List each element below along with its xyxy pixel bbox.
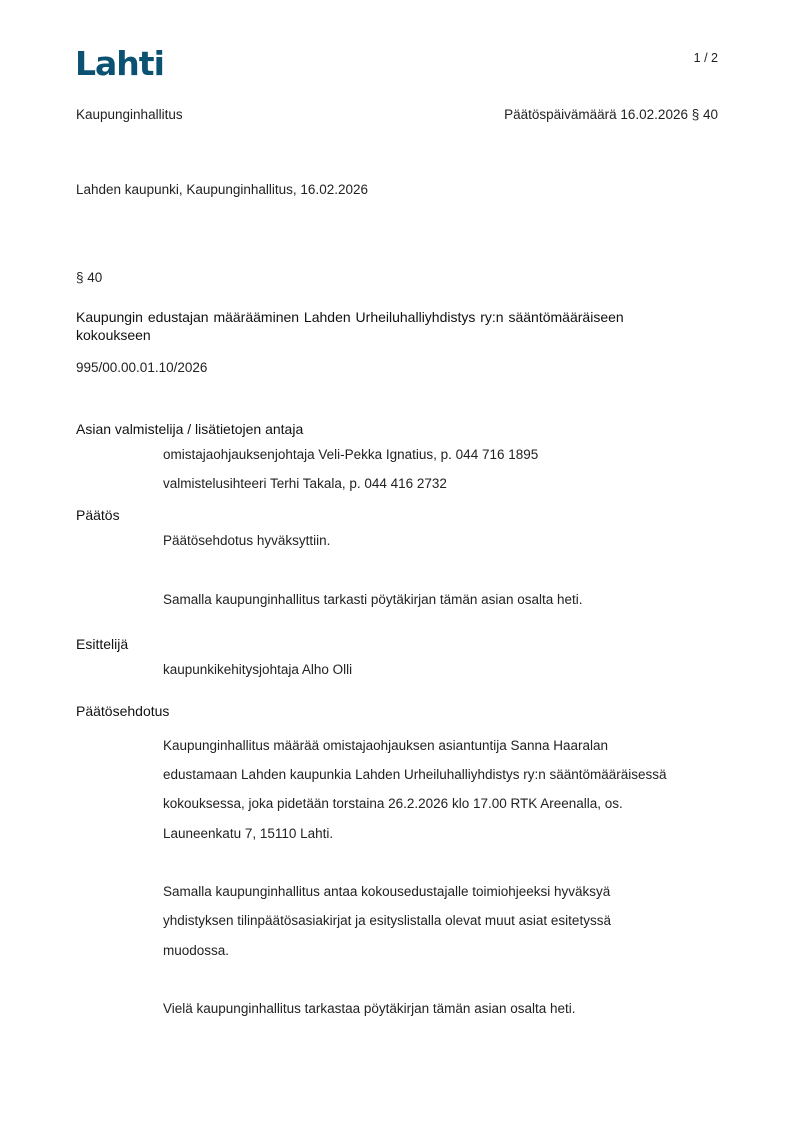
decision-date: Päätöspäivämäärä 16.02.2026 § 40: [504, 107, 718, 122]
page-number: 1 / 2: [693, 51, 718, 65]
proposal-p2-line: muodossa.: [163, 943, 230, 958]
proposal-p3-line: Vielä kaupunginhallitus tarkastaa pöytäkirjan tämän asian osalta heti.: [163, 1001, 576, 1016]
decision-heading: Päätös: [76, 507, 120, 523]
case-title-line-2: kokoukseen: [76, 327, 151, 343]
meeting-line: Lahden kaupunki, Kaupunginhallitus, 16.02.2026: [76, 182, 368, 197]
proposal-p1-line: edustamaan Lahden kaupunkia Lahden Urheiluhalliyhdistys ry:n sääntömääräisessä: [163, 767, 667, 782]
presenter-line: kaupunkikehitysjohtaja Alho Olli: [163, 662, 353, 677]
decision-line: Samalla kaupunginhallitus tarkasti pöytäkirjan tämän asian osalta heti.: [163, 592, 583, 607]
preparer-heading: Asian valmistelija / lisätietojen antaja: [76, 421, 304, 437]
proposal-p2-line: yhdistyksen tilinpäätösasiakirjat ja esityslistalla olevat muut asiat esitetyssä: [163, 913, 611, 928]
proposal-p2-line: Samalla kaupunginhallitus antaa kokousedustajalle toimiohjeeksi hyväksyä: [163, 884, 611, 899]
decision-line: Päätösehdotus hyväksyttiin.: [163, 533, 331, 548]
case-number: 995/00.00.01.10/2026: [76, 360, 208, 375]
lahti-logo: Lahti: [75, 44, 164, 83]
section-number: § 40: [76, 270, 103, 285]
presenter-heading: Esittelijä: [76, 636, 129, 652]
organ-name: Kaupunginhallitus: [76, 107, 183, 122]
proposal-p1-line: kokouksessa, joka pidetään torstaina 26.2.2026 klo 17.00 RTK Areenalla, os.: [163, 796, 623, 811]
case-title-line-1: Kaupungin edustajan määrääminen Lahden Urheiluhalliyhdistys ry:n sääntömääräiseen: [76, 309, 624, 325]
proposal-p1-line: Kaupunginhallitus määrää omistajaohjauksen asiantuntija Sanna Haaralan: [163, 738, 609, 753]
preparer-line: valmistelusihteeri Terhi Takala, p. 044 416 2732: [163, 476, 447, 491]
proposal-p1-line: Launeenkatu 7, 15110 Lahti.: [163, 826, 334, 841]
preparer-line: omistajaohjauksenjohtaja Veli-Pekka Ignatius, p. 044 716 1895: [163, 447, 539, 462]
proposal-heading: Päätösehdotus: [76, 703, 170, 719]
